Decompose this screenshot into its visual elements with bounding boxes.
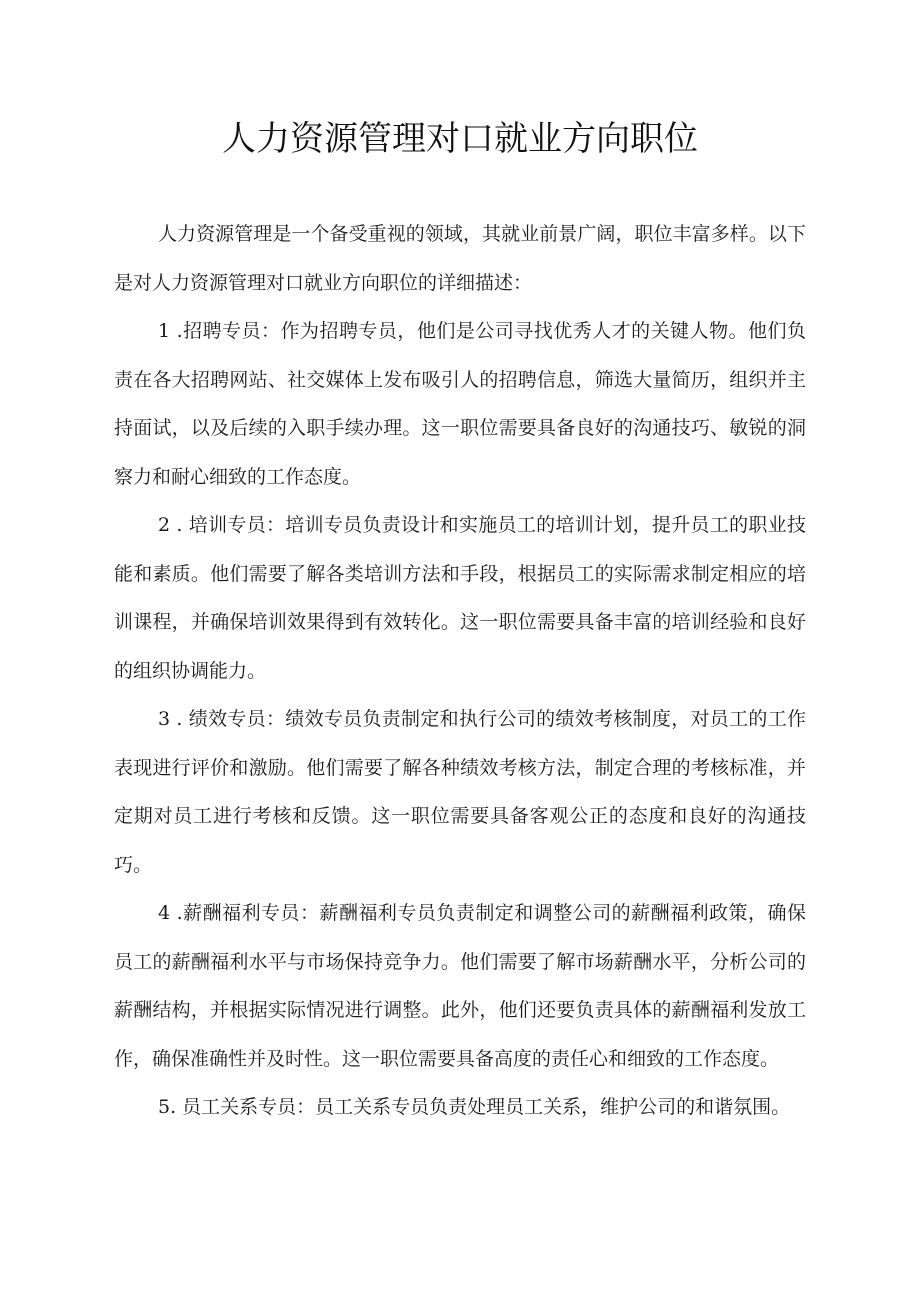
item-training: 2 . 培训专员：培训专员负责设计和实施员工的培训计划，提升员工的职业技能和素质。他们需要了解各类培训方法和手段，根据员工的实际需求制定相应的培训课程，并确保培训效果得到有效转化。这一职位需要具备丰富的培训经验和良好的组织协调能力。 bbox=[114, 514, 806, 682]
page-title: 人力资源管理对口就业方向职位 bbox=[222, 119, 698, 159]
item-performance: 3 . 绩效专员：绩效专员负责制定和执行公司的绩效考核制度，对员工的工作表现进行评价和激励。他们需要了解各种绩效考核方法，制定合理的考核标准，并定期对员工进行考核和反馈。这一职位需要具备客观公正的态度和良好的沟通技巧。 bbox=[114, 708, 806, 876]
document-body bbox=[114, 210, 806, 1132]
item-recruitment: 1 .招聘专员：作为招聘专员，他们是公司寻找优秀人才的关键人物。他们负责在各大招聘网站、社交媒体上发布吸引人的招聘信息，筛选大量简历，组织并主持面试，以及后续的入职手续办理。这一职位需要具备良好的沟通技巧、敏锐的洞察力和耐心细致的工作态度。 bbox=[114, 320, 806, 488]
item-employee-relations: 5. 员工关系专员：员工关系专员负责处理员工关系，维护公司的和谐氛围。 bbox=[158, 1096, 791, 1118]
item-compensation: 4 .薪酬福利专员：薪酬福利专员负责制定和调整公司的薪酬福利政策，确保员工的薪酬福利水平与市场保持竞争力。他们需要了解市场薪酬水平，分析公司的薪酬结构，并根据实际情况进行调整。此外，他们还要负责具体的薪酬福利发放工作，确保准确性并及时性。这一职位需要具备高度的责任心和细致的工作态度。 bbox=[114, 902, 806, 1070]
intro-paragraph: 人力资源管理是一个备受重视的领域，其就业前景广阔，职位丰富多样。以下是对人力资源管理对口就业方向职位的详细描述： bbox=[114, 223, 806, 294]
